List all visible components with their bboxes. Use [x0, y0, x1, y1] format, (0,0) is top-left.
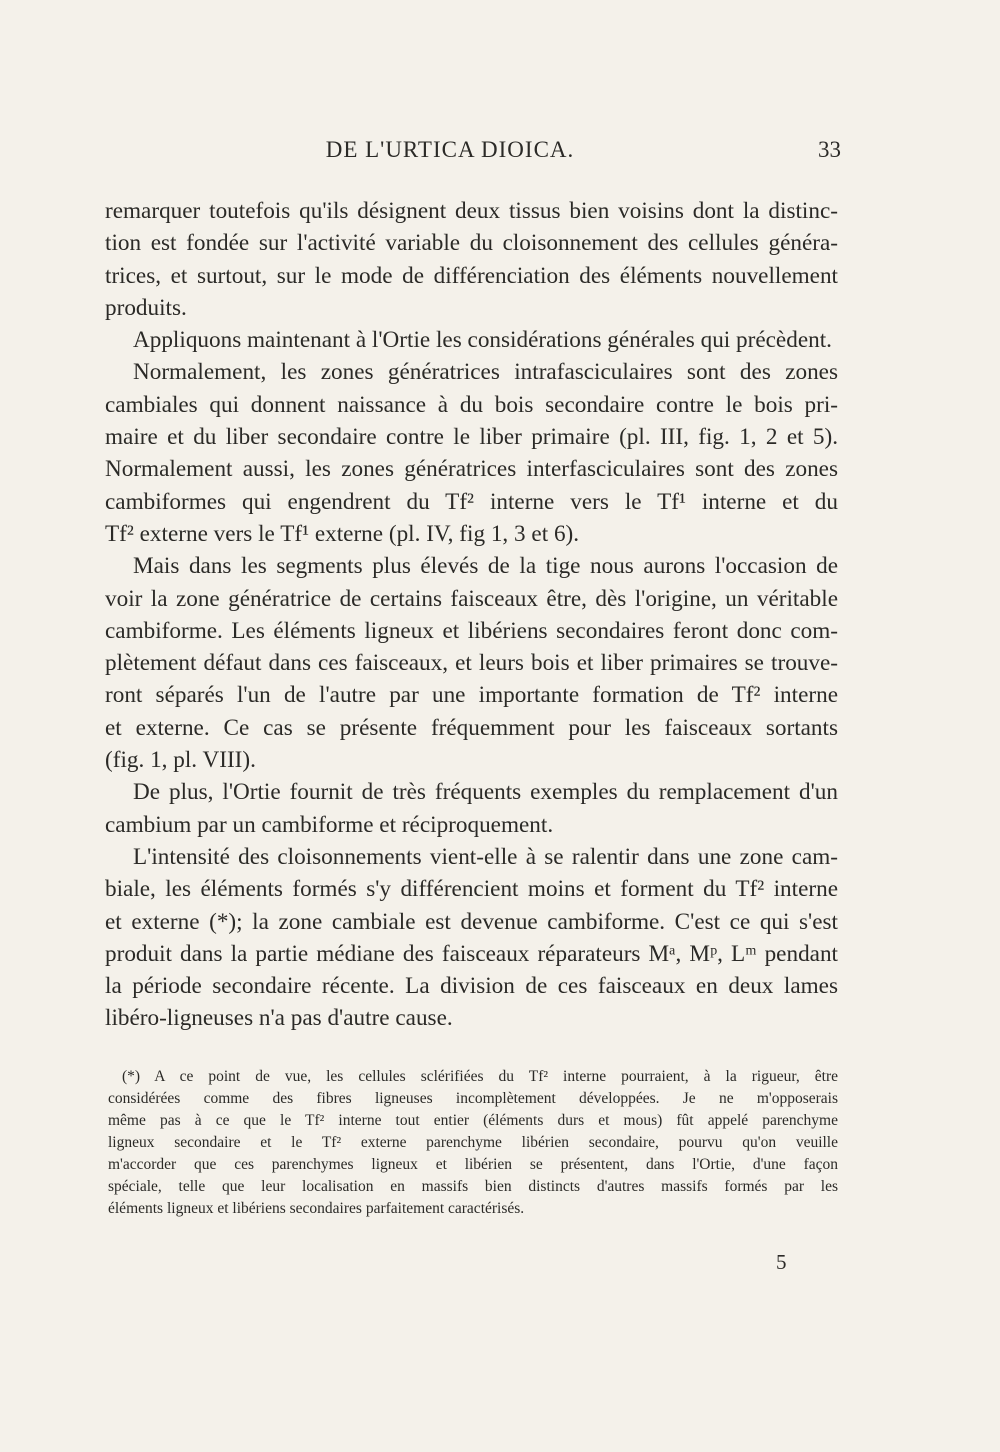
text-line: produit dans la partie médiane des faisceaux réparateurs Mᵃ, Mᵖ, Lᵐ pendant — [105, 940, 838, 967]
text-line: cambiales qui donnent naissance à du bois secondaire contre le bois pri- — [105, 391, 838, 418]
text-line: De plus, l'Ortie fournit de très fréquents exemples du remplacement d'un — [133, 779, 838, 806]
text-line: maire et du liber secondaire contre le liber primaire (pl. III, fig. 1, 2 et 5). — [105, 424, 838, 451]
footnote-line: même pas à ce que le Tf² interne tout entier (éléments durs et mous) fût appelé parenchyme — [108, 1112, 838, 1129]
footnote — [108, 1066, 838, 1220]
text-line: biale, les éléments formés s'y différencient moins et forment du Tf² interne — [105, 876, 838, 903]
footnote-line: ligneux secondaire et le Tf² externe parenchyme libérien secondaire, pourvu qu'on veuille — [108, 1134, 838, 1151]
page-number: 33 — [818, 137, 841, 162]
text-line: et externe (*); la zone cambiale est devenue cambiforme. C'est ce qui s'est — [105, 908, 838, 935]
text-line: tion est fondée sur l'activité variable du cloisonnement des cellules généra- — [105, 230, 838, 257]
text-line: cambium par un cambiforme et réciproquement. — [105, 811, 554, 838]
text-line: Normalement aussi, les zones génératrices interfasciculaires sont des zones — [105, 456, 838, 483]
footnote-line: considérées comme des fibres ligneuses incomplètement développées. Je ne m'opposerais — [108, 1090, 838, 1107]
text-line: voir la zone génératrice de certains faisceaux être, dès l'origine, un véritable — [105, 585, 838, 612]
signature-mark: 5 — [776, 1250, 787, 1274]
footnote-line: m'accorder que ces parenchymes ligneux et libérien se présentent, dans l'Ortie, d'une façon — [108, 1156, 838, 1173]
text-line: ront séparés l'un de l'autre par une importante formation de Tf² interne — [105, 682, 838, 709]
text-line: Normalement, les zones génératrices intrafasciculaires sont des zones — [133, 359, 838, 386]
text-line: L'intensité des cloisonnements vient-elle à se ralentir dans une zone cam- — [133, 843, 838, 870]
footnote-line: spéciale, telle que leur localisation en massifs bien distincts d'autres massifs formés par les — [108, 1178, 838, 1195]
text-line: trices, et surtout, sur le mode de différenciation des éléments nouvellement — [105, 262, 838, 289]
text-line: cambiforme. Les éléments ligneux et libériens secondaires feront donc com- — [105, 617, 838, 644]
text-line: Mais dans les segments plus élevés de la tige nous aurons l'occasion de — [133, 553, 838, 580]
footnote-line: éléments ligneux et libériens secondaires parfaitement caractérisés. — [108, 1200, 525, 1217]
text-line: (fig. 1, pl. VIII). — [105, 747, 256, 774]
text-line: Tf² externe vers le Tf¹ externe (pl. IV, fig 1, 3 et 6). — [105, 520, 580, 547]
text-line: remarquer toutefois qu'ils désignent deux tissus bien voisins dont la distinc- — [105, 198, 838, 224]
text-line: la période secondaire récente. La division de ces faisceaux en deux lames — [105, 973, 838, 1000]
text-line: libéro-ligneuses n'a pas d'autre cause. — [105, 1005, 453, 1032]
text-line: produits. — [105, 294, 187, 321]
running-title: DE L'URTICA DIOICA. — [325, 137, 575, 162]
text-line: et externe. Ce cas se présente fréquemment pour les faisceaux sortants — [105, 714, 838, 741]
footnote-line: (*) A ce point de vue, les cellules sclérifiées du Tf² interne pourraient, à la rigueur, être — [122, 1068, 838, 1085]
text-line: plètement défaut dans ces faisceaux, et leurs bois et liber primaires se trouve- — [105, 650, 838, 677]
text-line: cambiformes qui engendrent du Tf² interne vers le Tf¹ interne et du — [105, 488, 838, 515]
text-line: Appliquons maintenant à l'Ortie les considérations générales qui précèdent. — [133, 327, 832, 354]
body-text — [105, 195, 838, 1035]
page-header — [0, 137, 1000, 171]
